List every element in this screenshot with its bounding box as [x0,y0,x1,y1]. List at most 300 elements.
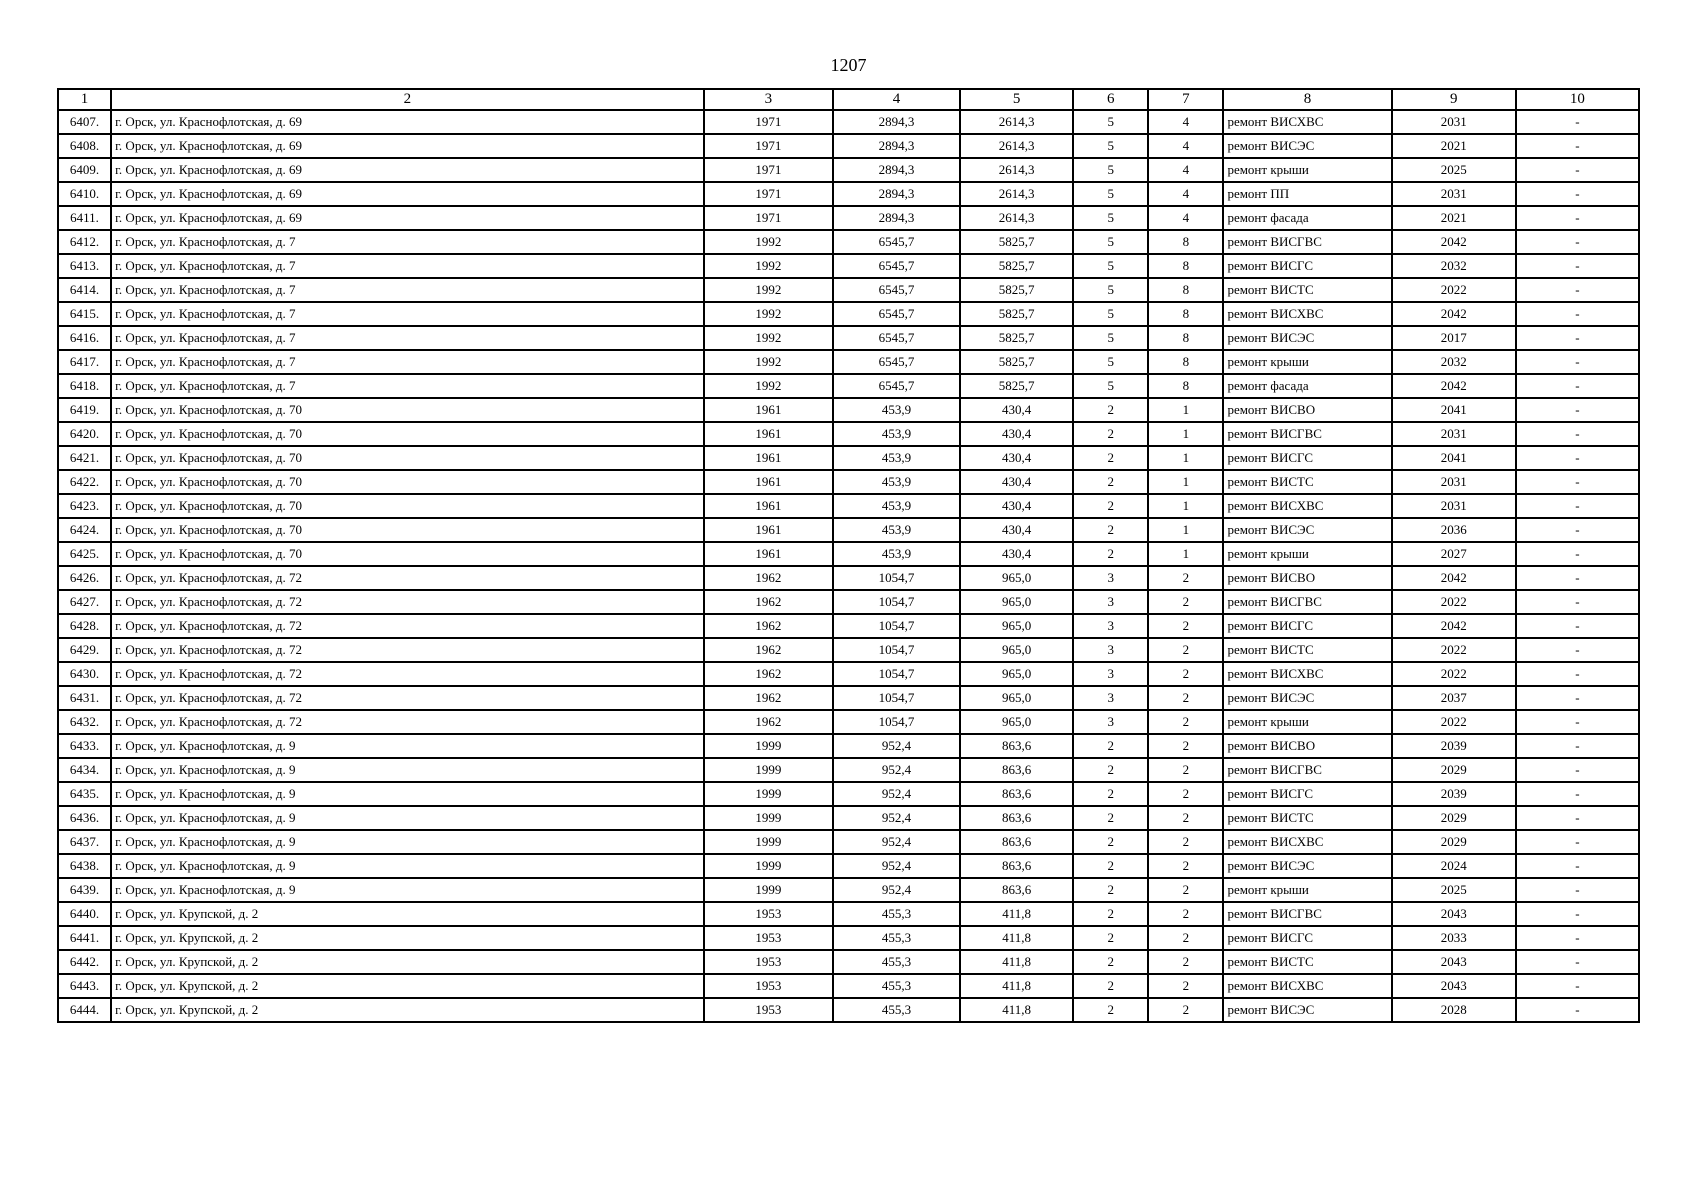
living-area-cell: 863,6 [960,830,1073,854]
entrances-cell: 2 [1148,686,1223,710]
total-area-cell: 1054,7 [833,590,960,614]
table-row [58,638,1639,662]
address-cell: г. Орск, ул. Краснофлотская, д. 9 [111,830,704,854]
work-type-cell: ремонт ВИСХВС [1223,974,1391,998]
floors-cell: 5 [1073,158,1148,182]
row-number-cell: 6432. [58,710,111,734]
planned-year-cell: 2031 [1392,422,1516,446]
total-area-cell: 2894,3 [833,134,960,158]
floors-cell: 5 [1073,278,1148,302]
planned-year-cell: 2029 [1392,830,1516,854]
floors-cell: 2 [1073,926,1148,950]
total-area-cell: 2894,3 [833,158,960,182]
work-type-cell: ремонт ВИСТС [1223,806,1391,830]
work-type-cell: ремонт ВИСТС [1223,950,1391,974]
row-number-cell: 6431. [58,686,111,710]
address-cell: г. Орск, ул. Крупской, д. 2 [111,974,704,998]
planned-year-cell: 2024 [1392,854,1516,878]
living-area-cell: 411,8 [960,902,1073,926]
floors-cell: 2 [1073,950,1148,974]
planned-year-cell: 2025 [1392,158,1516,182]
row-number-cell: 6416. [58,326,111,350]
living-area-cell: 430,4 [960,494,1073,518]
work-type-cell: ремонт ВИСГС [1223,782,1391,806]
address-cell: г. Орск, ул. Краснофлотская, д. 69 [111,110,704,134]
header-row [58,89,1639,110]
planned-year-cell: 2042 [1392,302,1516,326]
table-row [58,182,1639,206]
living-area-cell: 863,6 [960,806,1073,830]
build-year-cell: 1971 [704,182,833,206]
planned-year-cell: 2017 [1392,326,1516,350]
note-cell: - [1516,374,1639,398]
total-area-cell: 453,9 [833,518,960,542]
floors-cell: 2 [1073,518,1148,542]
build-year-cell: 1962 [704,638,833,662]
address-cell: г. Орск, ул. Краснофлотская, д. 9 [111,854,704,878]
entrances-cell: 2 [1148,830,1223,854]
row-number-cell: 6410. [58,182,111,206]
planned-year-cell: 2031 [1392,470,1516,494]
row-number-cell: 6437. [58,830,111,854]
table-row [58,158,1639,182]
planned-year-cell: 2032 [1392,254,1516,278]
entrances-cell: 1 [1148,518,1223,542]
entrances-cell: 2 [1148,710,1223,734]
build-year-cell: 1971 [704,206,833,230]
planned-year-cell: 2022 [1392,278,1516,302]
living-area-cell: 863,6 [960,758,1073,782]
row-number-cell: 6442. [58,950,111,974]
work-type-cell: ремонт ВИСТС [1223,278,1391,302]
floors-cell: 2 [1073,998,1148,1022]
floors-cell: 5 [1073,326,1148,350]
planned-year-cell: 2021 [1392,206,1516,230]
table-row [58,326,1639,350]
total-area-cell: 6545,7 [833,350,960,374]
entrances-cell: 1 [1148,446,1223,470]
address-cell: г. Орск, ул. Краснофлотская, д. 7 [111,326,704,350]
table-row [58,518,1639,542]
entrances-cell: 1 [1148,542,1223,566]
table-body [58,110,1639,1022]
row-number-cell: 6427. [58,590,111,614]
living-area-cell: 430,4 [960,398,1073,422]
planned-year-cell: 2031 [1392,110,1516,134]
work-type-cell: ремонт ВИСЭС [1223,326,1391,350]
build-year-cell: 1999 [704,734,833,758]
living-area-cell: 965,0 [960,566,1073,590]
total-area-cell: 453,9 [833,542,960,566]
table-row [58,614,1639,638]
build-year-cell: 1961 [704,398,833,422]
note-cell: - [1516,182,1639,206]
total-area-cell: 1054,7 [833,710,960,734]
total-area-cell: 1054,7 [833,686,960,710]
row-number-cell: 6415. [58,302,111,326]
entrances-cell: 4 [1148,134,1223,158]
total-area-cell: 453,9 [833,470,960,494]
address-cell: г. Орск, ул. Краснофлотская, д. 7 [111,374,704,398]
table-row [58,278,1639,302]
floors-cell: 2 [1073,446,1148,470]
registry-table [57,88,1640,1023]
total-area-cell: 6545,7 [833,326,960,350]
column-header: 4 [833,89,960,110]
planned-year-cell: 2033 [1392,926,1516,950]
note-cell: - [1516,302,1639,326]
total-area-cell: 952,4 [833,878,960,902]
build-year-cell: 1961 [704,470,833,494]
floors-cell: 2 [1073,494,1148,518]
living-area-cell: 411,8 [960,974,1073,998]
row-number-cell: 6411. [58,206,111,230]
planned-year-cell: 2031 [1392,182,1516,206]
build-year-cell: 1961 [704,542,833,566]
total-area-cell: 453,9 [833,446,960,470]
build-year-cell: 1953 [704,902,833,926]
address-cell: г. Орск, ул. Краснофлотская, д. 7 [111,278,704,302]
row-number-cell: 6413. [58,254,111,278]
column-header: 8 [1223,89,1391,110]
work-type-cell: ремонт ВИСГВС [1223,902,1391,926]
row-number-cell: 6444. [58,998,111,1022]
build-year-cell: 1999 [704,758,833,782]
column-header: 5 [960,89,1073,110]
work-type-cell: ремонт ВИСЭС [1223,686,1391,710]
living-area-cell: 430,4 [960,422,1073,446]
address-cell: г. Орск, ул. Краснофлотская, д. 69 [111,134,704,158]
column-header: 6 [1073,89,1148,110]
table-row [58,446,1639,470]
planned-year-cell: 2025 [1392,878,1516,902]
entrances-cell: 8 [1148,254,1223,278]
address-cell: г. Орск, ул. Крупской, д. 2 [111,926,704,950]
row-number-cell: 6435. [58,782,111,806]
build-year-cell: 1992 [704,278,833,302]
table-row [58,542,1639,566]
total-area-cell: 952,4 [833,854,960,878]
living-area-cell: 863,6 [960,854,1073,878]
row-number-cell: 6423. [58,494,111,518]
living-area-cell: 411,8 [960,926,1073,950]
table-row [58,974,1639,998]
planned-year-cell: 2029 [1392,758,1516,782]
floors-cell: 3 [1073,686,1148,710]
planned-year-cell: 2036 [1392,518,1516,542]
address-cell: г. Орск, ул. Краснофлотская, д. 70 [111,398,704,422]
row-number-cell: 6418. [58,374,111,398]
table-row [58,806,1639,830]
address-cell: г. Орск, ул. Краснофлотская, д. 72 [111,590,704,614]
planned-year-cell: 2021 [1392,134,1516,158]
total-area-cell: 6545,7 [833,254,960,278]
build-year-cell: 1992 [704,230,833,254]
note-cell: - [1516,350,1639,374]
floors-cell: 2 [1073,854,1148,878]
row-number-cell: 6441. [58,926,111,950]
planned-year-cell: 2031 [1392,494,1516,518]
table-row [58,662,1639,686]
address-cell: г. Орск, ул. Краснофлотская, д. 9 [111,758,704,782]
table-row [58,134,1639,158]
address-cell: г. Орск, ул. Краснофлотская, д. 72 [111,566,704,590]
floors-cell: 3 [1073,614,1148,638]
note-cell: - [1516,206,1639,230]
note-cell: - [1516,926,1639,950]
build-year-cell: 1961 [704,494,833,518]
floors-cell: 2 [1073,470,1148,494]
note-cell: - [1516,902,1639,926]
entrances-cell: 8 [1148,350,1223,374]
row-number-cell: 6428. [58,614,111,638]
build-year-cell: 1992 [704,254,833,278]
build-year-cell: 1953 [704,998,833,1022]
build-year-cell: 1962 [704,590,833,614]
floors-cell: 5 [1073,134,1148,158]
entrances-cell: 8 [1148,302,1223,326]
build-year-cell: 1962 [704,566,833,590]
note-cell: - [1516,542,1639,566]
row-number-cell: 6419. [58,398,111,422]
entrances-cell: 2 [1148,758,1223,782]
build-year-cell: 1961 [704,518,833,542]
floors-cell: 2 [1073,422,1148,446]
address-cell: г. Орск, ул. Краснофлотская, д. 72 [111,686,704,710]
table-header [58,89,1639,110]
address-cell: г. Орск, ул. Краснофлотская, д. 72 [111,638,704,662]
total-area-cell: 1054,7 [833,638,960,662]
work-type-cell: ремонт крыши [1223,710,1391,734]
address-cell: г. Орск, ул. Краснофлотская, д. 72 [111,710,704,734]
entrances-cell: 4 [1148,158,1223,182]
note-cell: - [1516,230,1639,254]
note-cell: - [1516,278,1639,302]
total-area-cell: 455,3 [833,902,960,926]
address-cell: г. Орск, ул. Краснофлотская, д. 70 [111,518,704,542]
build-year-cell: 1953 [704,950,833,974]
work-type-cell: ремонт фасада [1223,206,1391,230]
address-cell: г. Орск, ул. Краснофлотская, д. 9 [111,806,704,830]
table-row [58,902,1639,926]
row-number-cell: 6434. [58,758,111,782]
column-header: 1 [58,89,111,110]
build-year-cell: 1961 [704,422,833,446]
total-area-cell: 2894,3 [833,110,960,134]
build-year-cell: 1992 [704,374,833,398]
total-area-cell: 2894,3 [833,206,960,230]
work-type-cell: ремонт ВИСГВС [1223,230,1391,254]
note-cell: - [1516,446,1639,470]
table-row [58,926,1639,950]
planned-year-cell: 2037 [1392,686,1516,710]
entrances-cell: 2 [1148,590,1223,614]
living-area-cell: 965,0 [960,590,1073,614]
row-number-cell: 6417. [58,350,111,374]
planned-year-cell: 2042 [1392,614,1516,638]
entrances-cell: 8 [1148,326,1223,350]
work-type-cell: ремонт ВИСГС [1223,254,1391,278]
living-area-cell: 5825,7 [960,374,1073,398]
table-row [58,350,1639,374]
note-cell: - [1516,950,1639,974]
entrances-cell: 2 [1148,926,1223,950]
table-row [58,230,1639,254]
living-area-cell: 430,4 [960,542,1073,566]
total-area-cell: 2894,3 [833,182,960,206]
living-area-cell: 5825,7 [960,278,1073,302]
work-type-cell: ремонт фасада [1223,374,1391,398]
living-area-cell: 411,8 [960,998,1073,1022]
planned-year-cell: 2041 [1392,446,1516,470]
entrances-cell: 2 [1148,902,1223,926]
build-year-cell: 1999 [704,854,833,878]
build-year-cell: 1992 [704,350,833,374]
work-type-cell: ремонт крыши [1223,878,1391,902]
planned-year-cell: 2027 [1392,542,1516,566]
row-number-cell: 6420. [58,422,111,446]
build-year-cell: 1999 [704,782,833,806]
address-cell: г. Орск, ул. Краснофлотская, д. 7 [111,350,704,374]
floors-cell: 2 [1073,782,1148,806]
row-number-cell: 6422. [58,470,111,494]
row-number-cell: 6412. [58,230,111,254]
build-year-cell: 1971 [704,134,833,158]
total-area-cell: 6545,7 [833,374,960,398]
table-row [58,710,1639,734]
work-type-cell: ремонт ПП [1223,182,1391,206]
row-number-cell: 6425. [58,542,111,566]
note-cell: - [1516,110,1639,134]
row-number-cell: 6436. [58,806,111,830]
total-area-cell: 455,3 [833,926,960,950]
entrances-cell: 4 [1148,206,1223,230]
build-year-cell: 1962 [704,662,833,686]
work-type-cell: ремонт ВИСЭС [1223,134,1391,158]
address-cell: г. Орск, ул. Краснофлотская, д. 70 [111,446,704,470]
address-cell: г. Орск, ул. Краснофлотская, д. 72 [111,614,704,638]
living-area-cell: 965,0 [960,614,1073,638]
entrances-cell: 2 [1148,878,1223,902]
address-cell: г. Орск, ул. Краснофлотская, д. 9 [111,734,704,758]
note-cell: - [1516,998,1639,1022]
planned-year-cell: 2039 [1392,734,1516,758]
note-cell: - [1516,566,1639,590]
note-cell: - [1516,638,1639,662]
note-cell: - [1516,782,1639,806]
planned-year-cell: 2029 [1392,806,1516,830]
note-cell: - [1516,254,1639,278]
floors-cell: 2 [1073,806,1148,830]
table-row [58,494,1639,518]
build-year-cell: 1953 [704,974,833,998]
note-cell: - [1516,422,1639,446]
address-cell: г. Орск, ул. Краснофлотская, д. 72 [111,662,704,686]
table-row [58,398,1639,422]
living-area-cell: 2614,3 [960,158,1073,182]
build-year-cell: 1999 [704,878,833,902]
table-row [58,734,1639,758]
table-row [58,374,1639,398]
floors-cell: 2 [1073,758,1148,782]
note-cell: - [1516,854,1639,878]
note-cell: - [1516,758,1639,782]
row-number-cell: 6414. [58,278,111,302]
work-type-cell: ремонт ВИСХВС [1223,302,1391,326]
page-number: 1207 [830,55,867,75]
planned-year-cell: 2022 [1392,662,1516,686]
living-area-cell: 2614,3 [960,206,1073,230]
column-header: 10 [1516,89,1639,110]
work-type-cell: ремонт крыши [1223,542,1391,566]
entrances-cell: 2 [1148,782,1223,806]
table-row [58,302,1639,326]
planned-year-cell: 2043 [1392,902,1516,926]
note-cell: - [1516,398,1639,422]
total-area-cell: 952,4 [833,734,960,758]
floors-cell: 5 [1073,374,1148,398]
address-cell: г. Орск, ул. Краснофлотская, д. 9 [111,878,704,902]
entrances-cell: 2 [1148,638,1223,662]
note-cell: - [1516,134,1639,158]
work-type-cell: ремонт ВИСХВС [1223,662,1391,686]
table-row [58,686,1639,710]
total-area-cell: 453,9 [833,398,960,422]
row-number-cell: 6438. [58,854,111,878]
table-row [58,950,1639,974]
build-year-cell: 1962 [704,686,833,710]
total-area-cell: 952,4 [833,758,960,782]
row-number-cell: 6430. [58,662,111,686]
build-year-cell: 1953 [704,926,833,950]
row-number-cell: 6443. [58,974,111,998]
address-cell: г. Орск, ул. Краснофлотская, д. 70 [111,422,704,446]
work-type-cell: ремонт ВИСГС [1223,446,1391,470]
table-row [58,206,1639,230]
entrances-cell: 1 [1148,422,1223,446]
address-cell: г. Орск, ул. Краснофлотская, д. 69 [111,158,704,182]
address-cell: г. Орск, ул. Краснофлотская, д. 69 [111,182,704,206]
row-number-cell: 6426. [58,566,111,590]
note-cell: - [1516,518,1639,542]
floors-cell: 5 [1073,350,1148,374]
entrances-cell: 8 [1148,374,1223,398]
work-type-cell: ремонт ВИСГС [1223,926,1391,950]
table-row [58,422,1639,446]
planned-year-cell: 2043 [1392,950,1516,974]
planned-year-cell: 2043 [1392,974,1516,998]
entrances-cell: 2 [1148,614,1223,638]
living-area-cell: 965,0 [960,638,1073,662]
entrances-cell: 8 [1148,278,1223,302]
total-area-cell: 453,9 [833,494,960,518]
entrances-cell: 2 [1148,734,1223,758]
note-cell: - [1516,878,1639,902]
work-type-cell: ремонт ВИСХВС [1223,110,1391,134]
entrances-cell: 4 [1148,182,1223,206]
planned-year-cell: 2042 [1392,374,1516,398]
address-cell: г. Орск, ул. Краснофлотская, д. 9 [111,782,704,806]
total-area-cell: 952,4 [833,782,960,806]
living-area-cell: 5825,7 [960,326,1073,350]
living-area-cell: 5825,7 [960,350,1073,374]
row-number-cell: 6440. [58,902,111,926]
total-area-cell: 455,3 [833,974,960,998]
floors-cell: 3 [1073,638,1148,662]
row-number-cell: 6421. [58,446,111,470]
living-area-cell: 2614,3 [960,134,1073,158]
entrances-cell: 8 [1148,230,1223,254]
